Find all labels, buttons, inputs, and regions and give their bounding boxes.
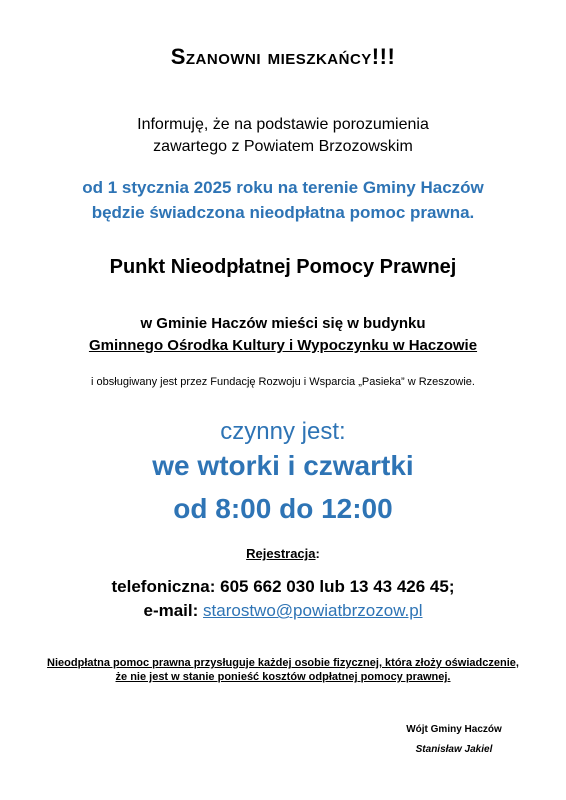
email-link[interactable]: starostwo@powiatbrzozow.pl [203,601,423,620]
registration-email-line [0,601,566,621]
office-location-line-1: w Gminie Haczów mieści się w budynku [140,315,426,332]
registration-label: Rejestracja [246,546,316,561]
registration-heading [0,546,566,561]
intro-line-2: zawartego z Powiatem Brzozowskim [153,138,413,155]
announcement-line-1: od 1 stycznia 2025 roku na terenie Gminy Haczów [82,178,484,197]
intro-line-1: Informuję, że na podstawie porozumienia [137,116,429,133]
signature-name: Stanisław Jakiel [415,744,493,755]
schedule-label: czynny jest: [220,418,346,445]
office-location-line-2: Gminnego Ośrodka Kultury i Wypoczynku w Haczowie [88,337,478,354]
registration-email-prefix: e-mail: [143,601,204,620]
signature-role: Wójt Gminy Haczów [406,724,502,735]
schedule-days: we wtorki i czwartki [152,450,414,481]
notice-line-1: Nieodpłatna pomoc prawna przysługuje każdej osobie fizycznej, która złoży oświadczenie, [47,657,519,669]
registration-label-suffix: : [315,546,320,561]
schedule-hours: od 8:00 do 12:00 [173,493,393,524]
registration-phone: telefoniczna: 605 662 030 lub 13 43 426 45; [111,577,455,596]
page-title: Szanowni mieszkańcy!!! [170,44,396,69]
office-operator-text: i obsługiwany jest przez Fundację Rozwoju i Wsparcia „Pasieka” w Rzeszowie. [91,376,475,388]
office-name-heading: Punkt Nieodpłatnej Pomocy Prawnej [109,256,457,278]
notice-line-2: że nie jest w stanie ponieść kosztów odpłatnej pomocy prawnej. [115,671,451,683]
announcement-line-2: będzie świadczona nieodpłatna pomoc prawna. [91,203,475,222]
